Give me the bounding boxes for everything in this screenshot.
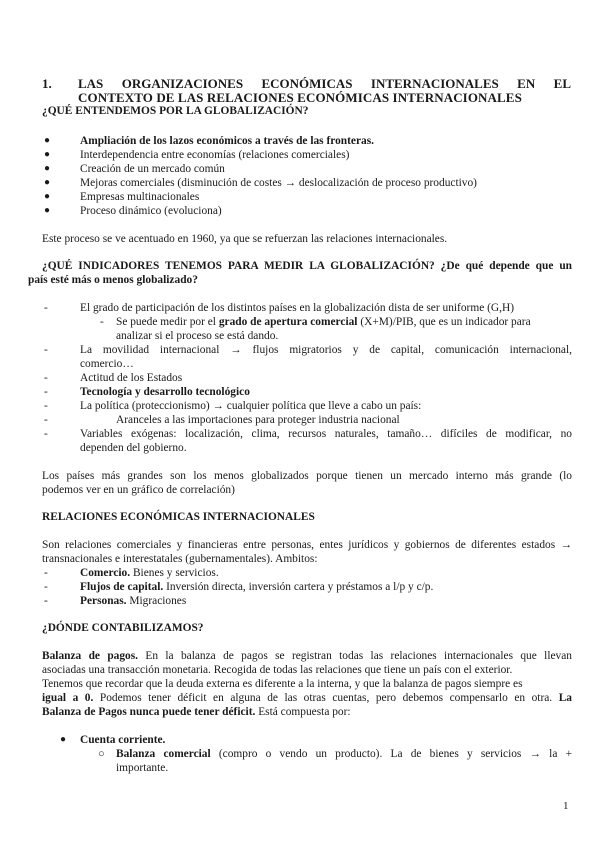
paragraph-line: Balanza de Pagos nunca puede tener déficit. Está compuesta por:	[42, 706, 351, 718]
circle-bullet-icon: ○	[98, 748, 105, 760]
section-title-globalizacion: ¿QUÉ ENTENDEMOS POR LA GLOBALIZACIÓN?	[42, 105, 309, 117]
list-item-continuation: analizar si el proceso se está dando.	[116, 330, 279, 342]
list-item: La movilidad internacional → flujos migratorios y de capital, comunicación internacional,	[80, 344, 572, 356]
bullet-dot-icon: ●	[44, 191, 51, 202]
paragraph-line: asociadas una transacción monetaria. Recogida de todas las relaciones que tiene un país con el exterior.	[42, 664, 513, 676]
section-title-contabilizamos: ¿DÓNDE CONTABILIZAMOS?	[42, 622, 204, 634]
paragraph-continuation: podemos ver en un gráfico de correlación)	[42, 484, 235, 496]
paragraph: Los países más grandes son los menos globalizados porque tienen un mercado interno más grande (lo	[42, 470, 572, 482]
heading-line-1: LAS ORGANIZACIONES ECONÓMICAS INTERNACIONALES EN EL	[78, 76, 571, 91]
bullet-dot-icon: ●	[44, 135, 51, 146]
dash-marker: -	[44, 344, 48, 356]
dash-marker: -	[100, 316, 104, 328]
list-item: Creación de un mercado común	[80, 163, 225, 175]
dash-marker: -	[44, 414, 48, 426]
paragraph: Este proceso se ve acentuado en 1960, ya que se refuerzan las relaciones internacionales.	[42, 233, 448, 245]
heading-line-2: CONTEXTO DE LAS RELACIONES ECONÓMICAS INTERNACIONALES	[78, 90, 522, 105]
list-item-continuation: importante.	[116, 762, 169, 774]
list-item: Ampliación de los lazos económicos a través de las fronteras.	[80, 135, 375, 147]
paragraph-line: Tenemos que recordar que la deuda externa es diferente a la interna, y que la balanza de pagos siempre es	[42, 678, 523, 690]
list-item: Empresas multinacionales	[80, 191, 200, 203]
dash-marker: -	[44, 400, 48, 412]
list-item: El grado de participación de los distintos países en la globalización dista de ser uniforme (G,H)	[80, 302, 514, 314]
heading-number: 1.	[42, 76, 52, 91]
paragraph: Balanza de pagos. En la balanza de pagos se registran todas las relaciones internacionales que llevan	[42, 650, 572, 662]
paragraph: Son relaciones comerciales y financieras entre personas, entes jurídicos y gobiernos de diferentes estados →	[42, 539, 572, 551]
dash-marker: -	[44, 581, 48, 593]
list-item: La política (proteccionismo) → cualquier política que lleve a cabo un país:	[80, 400, 422, 412]
page-number: 1	[563, 800, 569, 812]
list-item: Cuenta corriente.	[80, 734, 166, 746]
list-item: Flujos de capital. Inversión directa, inversión cartera y préstamos a l/p y c/p.	[80, 581, 434, 593]
paragraph-continuation: transnacionales e interestatales (gubernamentales). Ambitos:	[42, 553, 318, 565]
list-item: Comercio. Bienes y servicios.	[80, 567, 219, 579]
list-item: Proceso dinámico (evoluciona)	[80, 205, 222, 217]
paragraph-line: igual a 0. Podemos tener déficit en alguna de las otras cuentas, pero debemos compensarlo en otra. La	[42, 692, 572, 704]
list-item-continuation: comercio…	[80, 358, 134, 370]
list-item: Mejoras comerciales (disminución de costes → deslocalización de proceso productivo)	[80, 177, 477, 189]
dash-marker: -	[44, 386, 48, 398]
list-item: Actitud de los Estados	[80, 372, 183, 384]
bullet-dot-icon: ●	[44, 205, 51, 216]
list-item: Personas. Migraciones	[80, 595, 187, 607]
list-item: Se puede medir por el grado de apertura comercial (X+M)/PIB, que es un indicador para	[116, 316, 531, 328]
dash-marker: -	[44, 372, 48, 384]
bullet-dot-icon: ●	[60, 734, 67, 745]
list-item: Tecnología y desarrollo tecnológico	[80, 386, 250, 398]
list-item: Interdependencia entre economías (relaciones comerciales)	[80, 149, 350, 161]
bullet-dot-icon: ●	[44, 149, 51, 160]
list-item: Aranceles a las importaciones para proteger industria nacional	[116, 414, 400, 426]
section-title-indicadores-2: país esté más o menos globalizado?	[28, 274, 198, 286]
dash-marker: -	[44, 595, 48, 607]
section-title-indicadores: ¿QUÉ INDICADORES TENEMOS PARA MEDIR LA GLOBALIZACIÓN? ¿De qué depende que un	[42, 260, 572, 272]
dash-marker: -	[44, 302, 48, 314]
list-item-continuation: dependen del gobierno.	[80, 442, 187, 454]
section-title-relaciones: RELACIONES ECONÓMICAS INTERNACIONALES	[42, 511, 315, 523]
bullet-dot-icon: ●	[44, 177, 51, 188]
dash-marker: -	[44, 567, 48, 579]
dash-marker: -	[44, 428, 48, 440]
bullet-dot-icon: ●	[44, 163, 51, 174]
list-item: Balanza comercial (compro o vendo un producto). La de bienes y servicios → la +	[116, 748, 573, 760]
list-item: Variables exógenas: localización, clima, recursos naturales, tamaño… difíciles de modificar, no	[80, 428, 572, 440]
